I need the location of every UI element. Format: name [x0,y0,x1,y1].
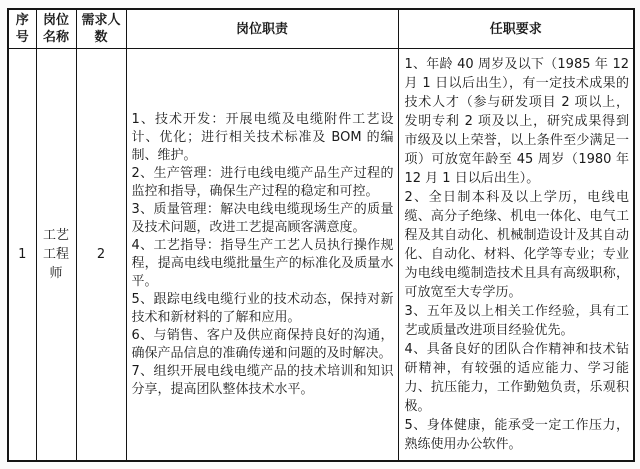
cell-requirements [398,49,634,462]
duty-item: 4、工艺指导：指导生产工艺人员执行操作规程，提高电线电缆批量生产的标准化及质量水平。 [131,237,394,289]
requirement-item: 2、全日制本科及以上学历，电线电缆、高分子绝缘、机电一体化、电气工程及其自动化、机械制造设计及其自动化、自动化、材料、化学等专业；专业为电线电缆制造技术且具有高级职称，可放宽至大专学历。 [404,190,629,300]
header-requirements: 任职要求 [398,9,634,49]
duty-item: 6、与销售、客户及供应商保持良好的沟通，确保产品信息的准确传递和问题的及时解决。 [131,327,394,361]
header-seq: 序号 [8,9,36,49]
duty-item: 5、跟踪电线电缆行业的技术动态，保持对新技术和新材料的了解和应用。 [131,291,394,325]
header-row [8,9,634,49]
header-headcount: 需求人数 [76,9,126,49]
duty-item: 1、技术开发：开展电缆及电缆附件工艺设计、优化；进行相关技术标准及 BOM 的编制、维护。 [131,111,394,163]
cell-duties [126,49,398,462]
requirement-item: 4、具备良好的团队合作精神和技术钻研精神，有较强的适应能力、学习能力、抗压能力，工作勤勉负责，乐观积极。 [404,342,629,414]
duty-item: 7、组织开展电线电缆产品的技术培训和知识分享，提高团队整体技术水平。 [131,363,394,397]
cell-position: 工艺工程师 [36,49,76,462]
requirements-list [405,55,630,454]
job-posting-table [7,8,635,462]
requirement-item: 1、年龄 40 周岁及以下（1985 年 12 月 1 日以后出生），有一定技术成果的技术人才（参与研发项目 2 项以上，发明专利 2 项及以上，研究成果得到市级及以上荣誉，以上条件至少满足一项）可放宽年龄至 45 周岁（1980 年 12 月 1 日以后出生）。 [404,57,629,186]
cell-headcount: 2 [76,49,126,462]
duty-item: 2、生产管理：进行电线电缆产品生产过程的监控和指导，确保生产过程的稳定和可控。 [131,165,394,199]
cell-seq: 1 [8,49,36,462]
duties-list [132,111,394,399]
header-position: 岗位名称 [36,9,76,49]
requirement-item: 3、五年及以上相关工作经验，具有工艺或质量改进项目经验优先。 [404,304,629,338]
header-duties: 岗位职责 [126,9,398,49]
requirement-item: 5、身体健康，能承受一定工作压力，熟练使用办公软件。 [404,418,629,452]
table-row [8,49,634,462]
duty-item: 3、质量管理：解决电线电缆现场生产的质量及技术问题，改进工艺提高顾客满意度。 [131,201,394,235]
